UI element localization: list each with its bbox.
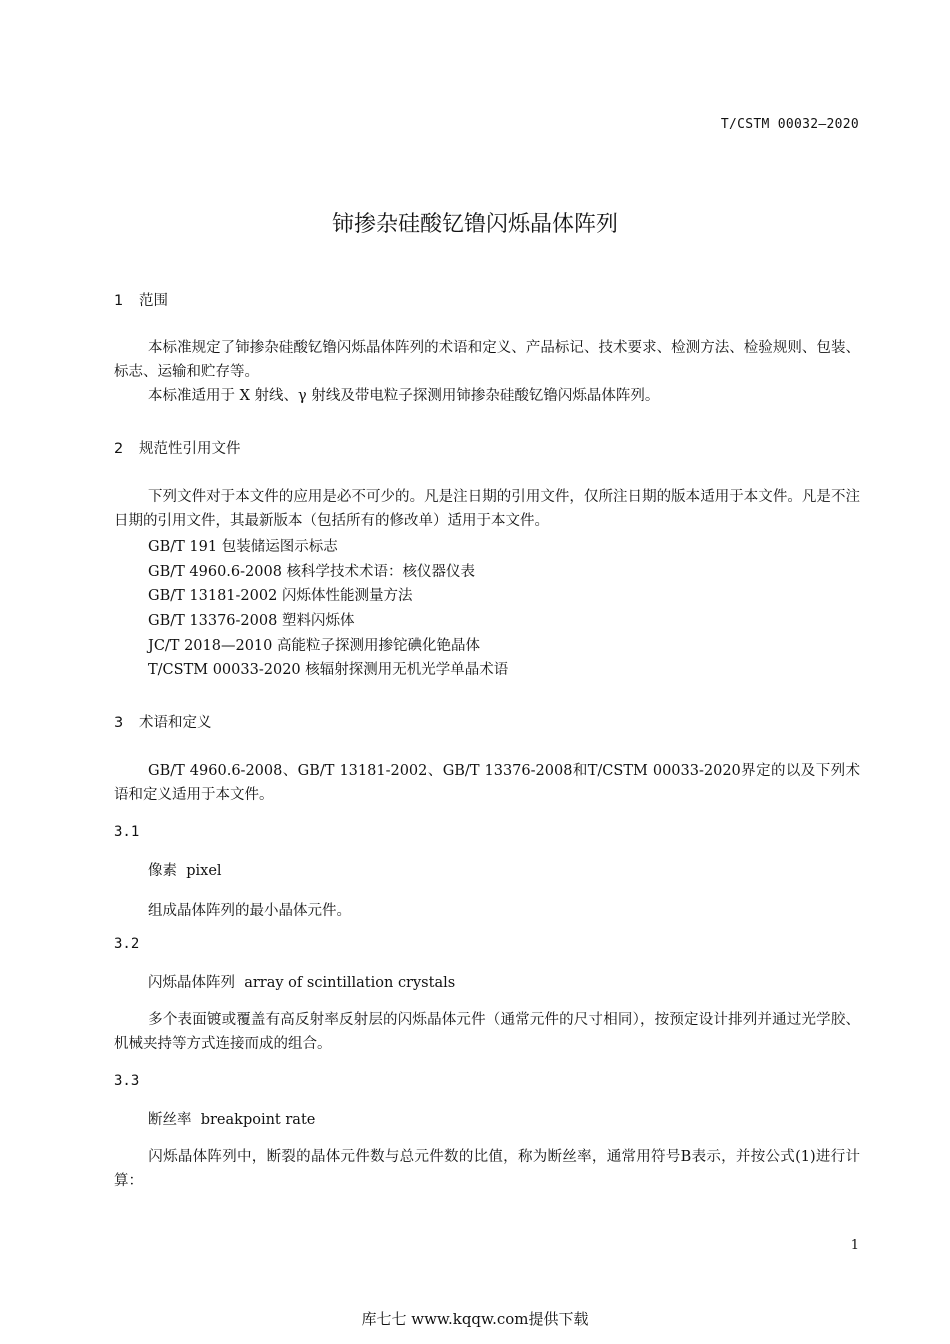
download-footer: 库七七 www.kqqw.com提供下载: [361, 1310, 589, 1328]
term-number: 3.2: [114, 936, 140, 952]
page-number: 1: [850, 1238, 859, 1253]
section-title: 规范性引用文件: [139, 441, 241, 457]
term-heading: [148, 1108, 315, 1129]
term-definition: [114, 1145, 860, 1193]
section-title: 术语和定义: [139, 715, 212, 731]
reference-item: GB/T 13181-2002 闪烁体性能测量方法: [148, 588, 413, 604]
term-en: breakpoint rate: [200, 1112, 316, 1128]
term-number: 3.3: [114, 1073, 140, 1089]
section-3-heading: [114, 711, 212, 732]
section-title: 范围: [139, 293, 168, 309]
reference-item: T/CSTM 00033-2020 核辐射探测用无机光学单晶术语: [148, 662, 509, 678]
section-2-heading: [114, 437, 241, 458]
paragraph-text: 下列文件对于本文件的应用是必不可少的。凡是注日期的引用文件，仅所注日期的版本适用于本文件。凡是不注日期的引用文件，其最新版本（包括所有的修改单）适用于本文件。: [114, 489, 860, 529]
paragraph-text: GB/T 4960.6-2008、GB/T 13181-2002、GB/T 13376-2008和T/CSTM 00033-2020界定的以及下列术语和定义适用于本文件。: [114, 763, 860, 803]
term-zh: 断丝率: [148, 1112, 192, 1128]
term-zh: 像素: [148, 863, 177, 879]
paragraph-text: 闪烁晶体阵列中，断裂的晶体元件数与总元件数的比值，称为断丝率，通常用符号B表示，并按公式(1)进行计算：: [114, 1149, 860, 1189]
section-number: 2: [114, 441, 124, 457]
reference-item: JC/T 2018—2010 高能粒子探测用掺铊碘化铯晶体: [148, 638, 480, 654]
document-title: 铈掺杂硅酸钇镥闪烁晶体阵列: [331, 212, 618, 237]
term-number: 3.1: [114, 824, 140, 840]
term-heading: [148, 971, 455, 992]
section-1-heading: [114, 289, 168, 310]
section-number: 1: [114, 293, 124, 309]
section-1-paragraph-2: 本标准适用于 X 射线、γ 射线及带电粒子探测用铈掺杂硅酸钇镥闪烁晶体阵列。: [148, 388, 660, 404]
term-en: array of scintillation crystals: [244, 975, 456, 991]
term-zh: 闪烁晶体阵列: [148, 975, 235, 991]
section-3-intro: [114, 759, 860, 807]
section-number: 3: [114, 715, 124, 731]
reference-item: GB/T 13376-2008 塑料闪烁体: [148, 613, 355, 629]
section-1-paragraph-1: [114, 336, 860, 384]
section-2-intro: [114, 485, 860, 533]
term-heading: [148, 859, 222, 880]
term-definition: 组成晶体阵列的最小晶体元件。: [148, 903, 351, 919]
term-en: pixel: [186, 863, 222, 879]
paragraph-text: 多个表面镀或覆盖有高反射率反射层的闪烁晶体元件（通常元件的尺寸相同），按预定设计排列并通过光学胶、机械夹持等方式连接而成的组合。: [114, 1012, 860, 1052]
reference-item: GB/T 4960.6-2008 核科学技术术语：核仪器仪表: [148, 564, 476, 580]
standard-code: T/CSTM 00032—2020: [720, 117, 859, 132]
paragraph-text: 本标准规定了铈掺杂硅酸钇镥闪烁晶体阵列的术语和定义、产品标记、技术要求、检测方法、检验规则、包装、标志、运输和贮存等。: [114, 340, 860, 380]
reference-item: GB/T 191 包装储运图示标志: [148, 539, 338, 555]
term-definition: [114, 1008, 860, 1056]
